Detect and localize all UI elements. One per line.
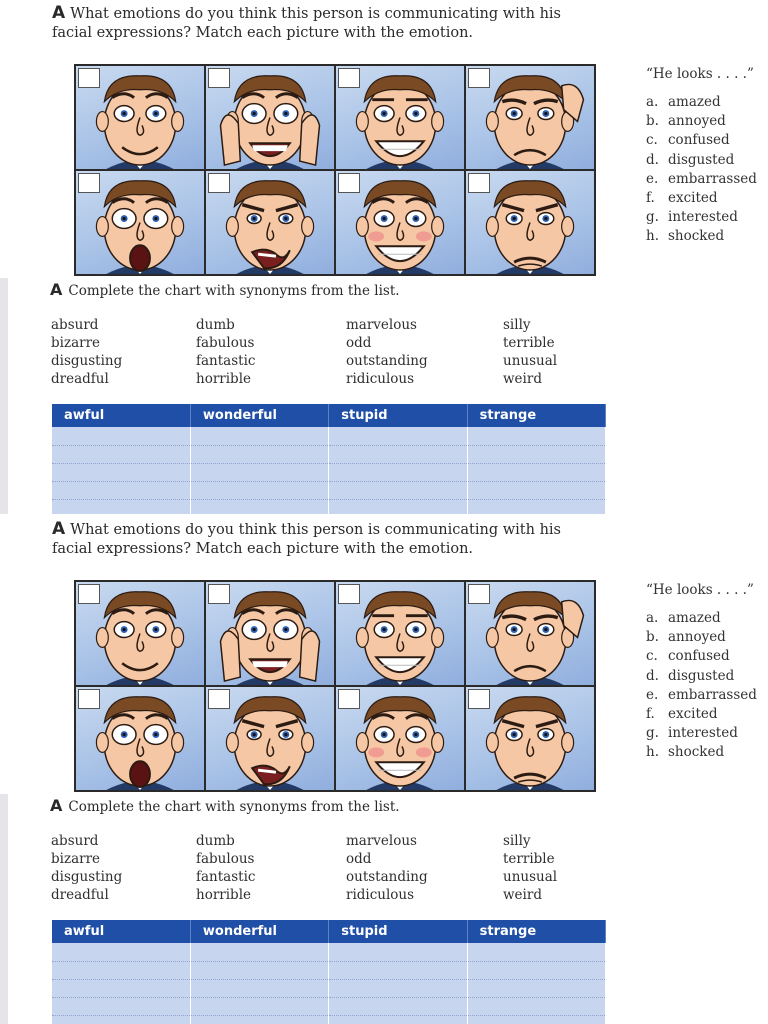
- face-picture: [336, 66, 464, 169]
- option-label: excited: [668, 190, 718, 207]
- face-picture: [76, 171, 204, 274]
- emotion-option: [646, 667, 757, 686]
- chart-blank-cell[interactable]: [52, 499, 190, 514]
- question-letter: A: [52, 3, 66, 23]
- word-item: fantastic: [196, 869, 256, 885]
- face-picture: [466, 66, 594, 169]
- chart-header-row: [52, 920, 606, 943]
- word-item: fantastic: [196, 353, 256, 369]
- chart-header-wonderful: wonderful: [190, 920, 328, 943]
- chart-blank-cell[interactable]: [190, 463, 328, 481]
- chart-blank-cell[interactable]: [52, 463, 190, 481]
- chart-blank-cell[interactable]: [467, 943, 605, 961]
- chart-blank-cell[interactable]: [329, 463, 467, 481]
- chart-blank-cell[interactable]: [52, 1015, 190, 1024]
- synonym-word-list: [51, 832, 611, 904]
- word-item: outstanding: [346, 353, 428, 369]
- chart-blank-cell[interactable]: [190, 961, 328, 979]
- answer-box[interactable]: [208, 584, 230, 604]
- answer-box[interactable]: [338, 689, 360, 709]
- chart-header-stupid: stupid: [329, 404, 467, 427]
- chart-blank-cell[interactable]: [329, 961, 467, 979]
- chart-blank-cell[interactable]: [329, 499, 467, 514]
- option-letter: h.: [646, 228, 659, 245]
- face-picture: [336, 687, 464, 790]
- faces-grid: [74, 64, 596, 276]
- option-letter: a.: [646, 610, 659, 626]
- word-item: marvelous: [346, 317, 417, 333]
- word-item: unusual: [503, 353, 558, 369]
- chart-row: [52, 481, 606, 499]
- emotion-option: [646, 743, 757, 762]
- option-label: annoyed: [668, 629, 726, 646]
- option-label: excited: [668, 706, 718, 723]
- chart-blank-cell[interactable]: [52, 427, 190, 445]
- answer-box[interactable]: [208, 173, 230, 193]
- word-column: [346, 832, 503, 904]
- word-item: ridiculous: [346, 887, 415, 903]
- face-picture: [206, 171, 334, 274]
- word-item: weird: [503, 887, 542, 903]
- word-item: silly: [503, 833, 531, 849]
- chart-blank-cell[interactable]: [190, 979, 328, 997]
- chart-blank-cell[interactable]: [190, 481, 328, 499]
- emotion-option: [646, 151, 757, 170]
- chart-blank-cell[interactable]: [329, 445, 467, 463]
- answer-box[interactable]: [338, 68, 360, 88]
- option-letter: g.: [646, 209, 659, 226]
- chart-blank-cell[interactable]: [329, 1015, 467, 1024]
- option-label: shocked: [668, 228, 725, 245]
- he-looks-prompt: “He looks . . . .”: [646, 66, 754, 82]
- chart-row: [52, 463, 606, 481]
- word-column: [196, 316, 346, 388]
- emotion-option: [646, 705, 757, 724]
- answer-box[interactable]: [78, 68, 100, 88]
- chart-blank-cell[interactable]: [190, 943, 328, 961]
- word-item: odd: [346, 335, 372, 351]
- face-picture: [336, 171, 464, 274]
- word-item: horrible: [196, 371, 251, 387]
- answer-box[interactable]: [468, 173, 490, 193]
- option-label: interested: [668, 209, 738, 226]
- emotions-question: [52, 4, 592, 43]
- emotion-option: [646, 208, 757, 227]
- word-item: weird: [503, 371, 542, 387]
- emotion-option: [646, 170, 757, 189]
- answer-box[interactable]: [78, 584, 100, 604]
- emotion-option: [646, 112, 757, 131]
- chart-blank-cell[interactable]: [52, 943, 190, 961]
- face-picture: [76, 687, 204, 790]
- chart-row: [52, 997, 606, 1015]
- option-label: disgusted: [668, 667, 735, 684]
- chart-row: [52, 979, 606, 997]
- option-letter: e.: [646, 170, 659, 187]
- chart-blank-cell[interactable]: [329, 427, 467, 445]
- chart-body: [52, 943, 606, 1024]
- chart-blank-cell[interactable]: [467, 997, 605, 1015]
- option-letter: h.: [646, 744, 659, 761]
- chart-blank-cell[interactable]: [52, 961, 190, 979]
- chart-header-stupid: stupid: [329, 920, 467, 943]
- chart-row: [52, 445, 606, 463]
- option-label: disgusted: [668, 151, 735, 168]
- synonym-chart: [52, 404, 606, 514]
- chart-blank-cell[interactable]: [190, 997, 328, 1015]
- chart-blank-cell[interactable]: [467, 979, 605, 997]
- option-label: annoyed: [668, 113, 726, 130]
- emotion-option: [646, 609, 757, 628]
- word-item: dreadful: [51, 887, 109, 903]
- word-item: disgusting: [51, 353, 123, 369]
- answer-box[interactable]: [468, 68, 490, 88]
- word-column: [51, 316, 196, 388]
- option-label: confused: [668, 132, 730, 149]
- chart-header-wonderful: wonderful: [190, 404, 328, 427]
- page-edge: [0, 794, 8, 1024]
- chart-row: [52, 427, 606, 445]
- face-picture: [76, 582, 204, 685]
- face-picture: [206, 66, 334, 169]
- synonym-chart: [52, 920, 606, 1024]
- emotion-option: [646, 227, 757, 246]
- option-letter: a.: [646, 94, 659, 110]
- chart-blank-cell[interactable]: [329, 997, 467, 1015]
- word-item: absurd: [51, 317, 99, 333]
- word-item: marvelous: [346, 833, 417, 849]
- question-letter: A: [52, 519, 66, 539]
- worksheet-block-2: [0, 516, 768, 1024]
- word-column: [503, 316, 611, 388]
- option-letter: b.: [646, 113, 659, 130]
- answer-box[interactable]: [208, 68, 230, 88]
- he-looks-prompt: “He looks . . . .”: [646, 582, 754, 598]
- face-picture: [206, 687, 334, 790]
- faces-grid: [74, 580, 596, 792]
- chart-blank-cell[interactable]: [52, 997, 190, 1015]
- word-item: unusual: [503, 869, 558, 885]
- chart-row: [52, 943, 606, 961]
- chart-blank-cell[interactable]: [190, 499, 328, 514]
- answer-box[interactable]: [468, 689, 490, 709]
- word-column: [51, 832, 196, 904]
- word-item: dumb: [196, 317, 235, 333]
- word-column: [346, 316, 503, 388]
- chart-header-awful: awful: [52, 920, 190, 943]
- chart-blank-cell[interactable]: [467, 481, 605, 499]
- word-item: disgusting: [51, 869, 123, 885]
- chart-header-strange: strange: [467, 920, 605, 943]
- word-item: silly: [503, 317, 531, 333]
- answer-box[interactable]: [338, 584, 360, 604]
- emotion-option: [646, 93, 757, 112]
- chart-blank-cell[interactable]: [329, 979, 467, 997]
- face-picture: [336, 582, 464, 685]
- page-edge: [0, 278, 8, 514]
- word-item: terrible: [503, 851, 555, 867]
- option-letter: g.: [646, 725, 659, 742]
- option-letter: c.: [646, 648, 658, 665]
- face-picture: [206, 582, 334, 685]
- answer-box[interactable]: [78, 689, 100, 709]
- question-letter: A: [50, 796, 63, 815]
- face-picture: [466, 687, 594, 790]
- word-column: [196, 832, 346, 904]
- chart-body: [52, 427, 606, 514]
- option-label: shocked: [668, 744, 725, 761]
- word-column: [503, 832, 611, 904]
- synonyms-question: [50, 280, 400, 299]
- emotions-question: [52, 520, 592, 559]
- face-picture: [466, 171, 594, 274]
- emotion-options: [646, 609, 757, 763]
- synonym-word-list: [51, 316, 611, 388]
- emotion-option: [646, 189, 757, 208]
- option-label: amazed: [668, 94, 721, 110]
- word-item: dreadful: [51, 371, 109, 387]
- emotion-option: [646, 686, 757, 705]
- word-item: ridiculous: [346, 371, 415, 387]
- answer-box[interactable]: [468, 584, 490, 604]
- option-label: confused: [668, 648, 730, 665]
- chart-blank-cell[interactable]: [467, 427, 605, 445]
- question-text: Complete the chart with synonyms from the list.: [68, 799, 400, 815]
- chart-blank-cell[interactable]: [52, 979, 190, 997]
- chart-blank-cell[interactable]: [467, 445, 605, 463]
- word-item: fabulous: [196, 335, 255, 351]
- option-label: interested: [668, 725, 738, 742]
- word-item: odd: [346, 851, 372, 867]
- chart-blank-cell[interactable]: [467, 499, 605, 514]
- chart-blank-cell[interactable]: [52, 445, 190, 463]
- chart-row: [52, 499, 606, 514]
- word-item: absurd: [51, 833, 99, 849]
- word-item: terrible: [503, 335, 555, 351]
- question-letter: A: [50, 280, 63, 299]
- option-label: amazed: [668, 610, 721, 626]
- chart-blank-cell[interactable]: [329, 943, 467, 961]
- emotion-option: [646, 647, 757, 666]
- chart-header-row: [52, 404, 606, 427]
- chart-header-strange: strange: [467, 404, 605, 427]
- synonyms-question: [50, 796, 400, 815]
- option-letter: f.: [646, 190, 655, 207]
- emotion-options: [646, 93, 757, 247]
- chart-row: [52, 961, 606, 979]
- option-letter: c.: [646, 132, 658, 149]
- chart-blank-cell[interactable]: [467, 961, 605, 979]
- emotion-option: [646, 628, 757, 647]
- option-letter: e.: [646, 686, 659, 703]
- chart-header-awful: awful: [52, 404, 190, 427]
- emotion-option: [646, 724, 757, 743]
- emotion-option: [646, 131, 757, 150]
- option-letter: f.: [646, 706, 655, 723]
- answer-box[interactable]: [338, 173, 360, 193]
- chart-blank-cell[interactable]: [467, 1015, 605, 1024]
- question-text: Complete the chart with synonyms from the list.: [68, 283, 400, 299]
- word-item: outstanding: [346, 869, 428, 885]
- word-item: bizarre: [51, 335, 101, 351]
- option-letter: b.: [646, 629, 659, 646]
- face-picture: [466, 582, 594, 685]
- face-picture: [76, 66, 204, 169]
- chart-blank-cell[interactable]: [329, 481, 467, 499]
- option-label: embarrassed: [668, 170, 757, 187]
- question-text: What emotions do you think this person is communicating with his facial expressions? Match each picture with the emotion.: [52, 522, 561, 557]
- chart-blank-cell[interactable]: [190, 1015, 328, 1024]
- option-label: embarrassed: [668, 686, 757, 703]
- chart-blank-cell[interactable]: [190, 445, 328, 463]
- chart-row: [52, 1015, 606, 1024]
- word-item: horrible: [196, 887, 251, 903]
- chart-blank-cell[interactable]: [190, 427, 328, 445]
- word-item: dumb: [196, 833, 235, 849]
- option-letter: d.: [646, 151, 659, 168]
- answer-box[interactable]: [78, 173, 100, 193]
- question-text: What emotions do you think this person is communicating with his facial expressions? Match each picture with the emotion.: [52, 6, 561, 41]
- chart-blank-cell[interactable]: [467, 463, 605, 481]
- word-item: bizarre: [51, 851, 101, 867]
- answer-box[interactable]: [208, 689, 230, 709]
- option-letter: d.: [646, 667, 659, 684]
- word-item: fabulous: [196, 851, 255, 867]
- chart-blank-cell[interactable]: [52, 481, 190, 499]
